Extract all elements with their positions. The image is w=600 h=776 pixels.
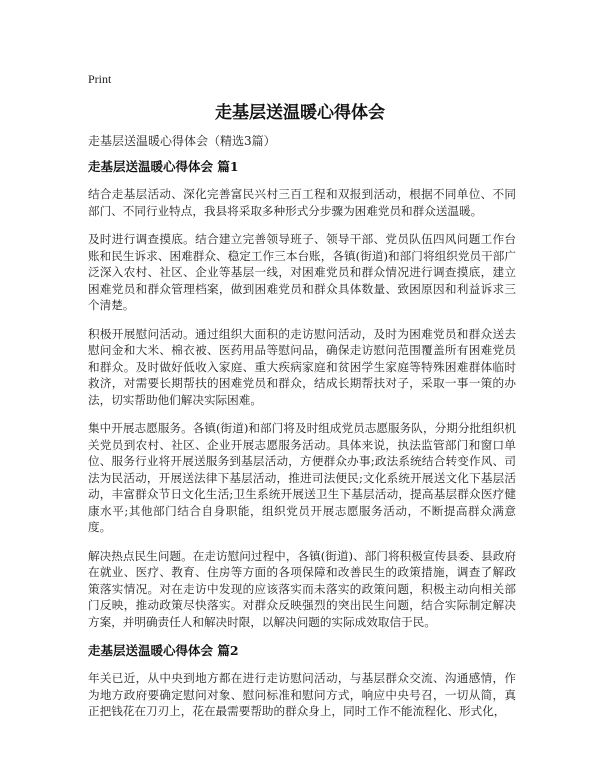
paragraph: 及时进行调查摸底。结合建立完善领导班子、领导干部、党员队伍四风问题工作台账和民生诉求、困难群众、稳定工作三本台账，各镇(街道)和部门将组织党员干部广泛深入农村、社区、企业等基层一线，对困难党员和群众情况进行调查摸底，建立困难党员和群众管理档案，做到困难党员和群众具体数量、致困原因和利益诉求三个清楚。 [88,232,516,312]
document-title: 走基层送温暖心得体会 [215,103,385,123]
paragraph: 集中开展志愿服务。各镇(街道)和部门将及时组成党员志愿服务队，分期分批组织机关党员到农村、社区、企业开展志愿服务活动。具体来说，执法监管部门和窗口单位、服务行业将开展送服务到基层活动，方便群众办事;政法系统结合转变作风、司法为民活动，开展送法律下基层活动，推进司法便民;文化系统开展送文化下基层活动，丰富群众节日文化生活;卫生系统开展送卫生下基层活动，提高基层群众医疗健康水平;其他部门结合自身职能，组织党员开展志愿服务活动，不断提高群众满意度。 [88,421,516,534]
paragraph: 解决热点民生问题。在走访慰问过程中，各镇(街道)、部门将积极宣传县委、县政府在就业、医疗、教育、住房等方面的各项保障和改善民生的政策措施，调查了解政策落实情况。对在走访中发现的应该落实而未落实的政策问题，积极主动向相关部门反映，推动政策尽快落实。对群众反映强烈的突出民生问题，结合实际制定解决方案，并明确责任人和解决时限，以解决问题的实际成效取信于民。 [88,548,516,629]
section-heading-2: 走基层送温暖心得体会 篇2 [88,643,239,658]
paragraph: 结合走基层活动、深化完善富民兴村三百工程和双报到活动，根据不同单位、不同部门、不同行业特点，我县将采取多种形式分步骤为困难党员和群众送温暖。 [88,187,516,218]
print-link[interactable]: Print [88,72,112,86]
paragraph: 年关已近，从中央到地方都在进行走访慰问活动，与基层群众交流、沟通感情，作为地方政府要确定慰问对象、慰问标准和慰问方式，响应中央号召，一切从简，真正把钱花在刀刃上，花在最需要帮助的群众身上，同时工作不能流程化、形式化， [88,671,516,718]
document-subtitle: 走基层送温暖心得体会（精选3篇） [88,134,276,148]
paragraph: 积极开展慰问活动。通过组织大面积的走访慰问活动，及时为困难党员和群众送去慰问金和大米、棉衣被、医药用品等慰问品，确保走访慰问范围覆盖所有困难党员和群众。及时做好低收入家庭、重大疾病家庭和贫困学生家庭等特殊困难群体临时救济，对需要长期帮扶的困难党员和群众，结成长期帮扶对子，采取一事一策的办法，切实帮助他们解决实际困难。 [88,326,516,407]
section-heading-1: 走基层送温暖心得体会 篇1 [88,159,239,174]
document-body [88,158,516,732]
